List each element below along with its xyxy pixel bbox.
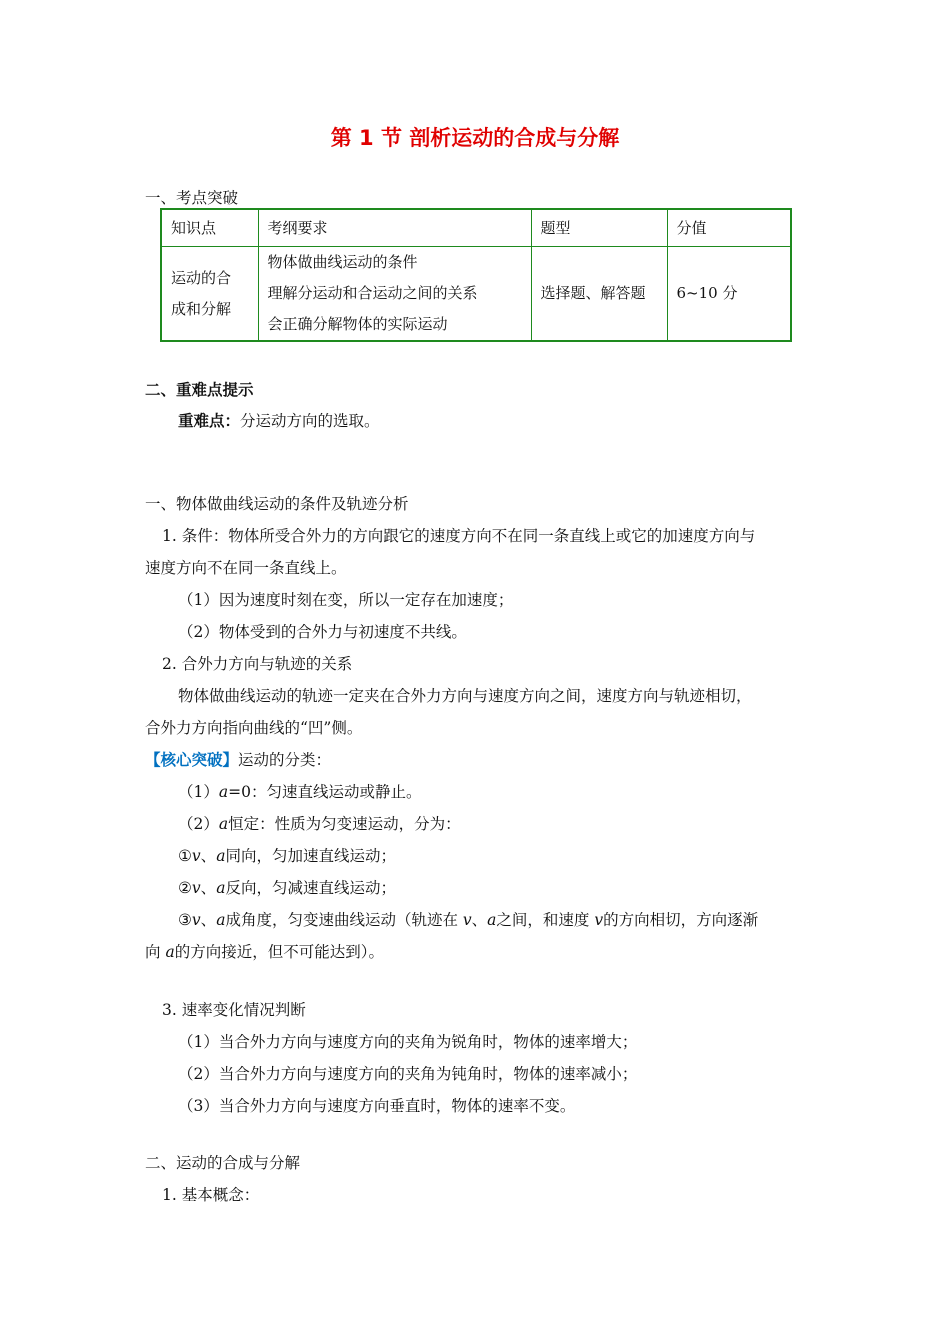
class1-line	[178, 785, 421, 801]
class2a-line	[178, 849, 396, 865]
class2c-text2: 之间，和速度	[496, 911, 595, 929]
item2-line1: 物体做曲线运动的轨迹一定夹在合外力方向与速度方向之间，速度方向与轨迹相切，	[178, 687, 752, 705]
class2c-line1	[178, 913, 758, 929]
class2a-prefix: ①	[178, 847, 192, 865]
class1-var: a	[218, 783, 229, 801]
requirement-line: 物体做曲线运动的条件	[267, 253, 418, 271]
page-title: 第 1 节 剖析运动的合成与分解	[330, 126, 620, 150]
table-header-cell: 知识点	[161, 209, 258, 247]
class2c-a2: a	[487, 911, 497, 929]
class2c-text5: 的方向接近，但不可能达到）。	[174, 943, 384, 961]
item1-line2: 速度方向不在同一条直线上。	[145, 559, 347, 577]
requirement-line: 会正确分解物体的实际运动	[267, 315, 448, 333]
section-heading-key-points: 二、重难点提示	[145, 381, 254, 399]
class2-line	[178, 817, 461, 833]
class2c-sep: 、	[200, 911, 217, 929]
item3-heading: 3. 速率变化情况判断	[162, 1001, 306, 1019]
class2c-a: a	[216, 911, 226, 929]
part2-item1: 1. 基本概念：	[162, 1186, 260, 1204]
class2b-sep: 、	[200, 879, 217, 897]
class2c-text4: 向	[145, 943, 166, 961]
table-row	[161, 247, 791, 342]
class2c-line2	[145, 945, 384, 961]
core-breakthrough-label: 【核心突破】	[145, 751, 239, 769]
class2a-sep: 、	[200, 847, 217, 865]
part2-heading: 二、运动的合成与分解	[145, 1154, 301, 1172]
class2c-v: v	[191, 911, 201, 929]
item2-line2: 合外力方向指向曲线的“凹”侧。	[145, 719, 363, 737]
topic-line: 成和分解	[171, 299, 232, 318]
class2b-prefix: ②	[178, 879, 192, 897]
table-header-cell: 考纲要求	[258, 209, 531, 247]
item3-sub3: （3）当合外力方向与速度方向垂直时，物体的速率不变。	[178, 1097, 576, 1115]
class2c-sep2: 、	[471, 911, 488, 929]
part1-heading: 一、物体做曲线运动的条件及轨迹分析	[145, 495, 409, 513]
class2b-line	[178, 881, 396, 897]
class2a-v: v	[191, 847, 201, 865]
class2c-text1: 成角度，匀变速曲线运动（轨迹在	[225, 911, 463, 929]
item3-sub1: （1）当合外力方向与速度方向的夹角为锐角时，物体的速率增大；	[178, 1033, 638, 1051]
item3-sub2: （2）当合外力方向与速度方向的夹角为钝角时，物体的速率减小；	[178, 1065, 638, 1083]
class2b-a: a	[216, 879, 226, 897]
core-breakthrough-line	[145, 753, 331, 769]
topic-line: 运动的合	[171, 268, 232, 287]
class1-text: =0：匀速直线运动或静止。	[228, 783, 422, 801]
requirement-line: 理解分运动和合运动之间的关系	[267, 284, 478, 302]
class2-prefix: （2）	[178, 815, 219, 833]
core-breakthrough-text: 运动的分类：	[238, 751, 332, 769]
class2c-a3: a	[165, 943, 175, 961]
class2b-text: 反向，匀减速直线运动；	[225, 879, 396, 897]
item2-heading: 2. 合外力方向与轨迹的关系	[162, 655, 353, 673]
table-cell-question-type: 选择题、解答题	[531, 247, 667, 342]
class2c-v3: v	[594, 911, 604, 929]
table-header-cell: 题型	[531, 209, 667, 247]
class2c-text3: 的方向相切，方向逐渐	[603, 911, 759, 929]
key-point-text: 分运动方向的选取。	[240, 412, 380, 430]
item1-line1: 1. 条件：物体所受合外力的方向跟它的速度方向不在同一条直线上或它的加速度方向与	[162, 527, 756, 545]
exam-points-table	[160, 208, 792, 342]
class1-prefix: （1）	[178, 783, 219, 801]
item1-sub1: （1）因为速度时刻在变，所以一定存在加速度；	[178, 591, 514, 609]
key-point-label: 重难点：	[178, 412, 241, 430]
section-heading-exam-points: 一、考点突破	[145, 189, 239, 207]
table-cell-topic	[161, 247, 258, 342]
class2a-text: 同向，匀加速直线运动；	[225, 847, 396, 865]
table-cell-score: 6~10 分	[667, 247, 791, 342]
class2a-a: a	[216, 847, 226, 865]
class2-text: 恒定：性质为匀变速运动，分为：	[228, 815, 461, 833]
table-header-row	[161, 209, 791, 247]
class2b-v: v	[191, 879, 201, 897]
class2c-v2: v	[462, 911, 472, 929]
class2-var: a	[218, 815, 229, 833]
table-header-cell: 分值	[667, 209, 791, 247]
class2c-prefix: ③	[178, 911, 192, 929]
key-point-line	[178, 414, 380, 430]
item1-sub2: （2）物体受到的合外力与初速度不共线。	[178, 623, 467, 641]
table-cell-requirements	[258, 247, 531, 342]
